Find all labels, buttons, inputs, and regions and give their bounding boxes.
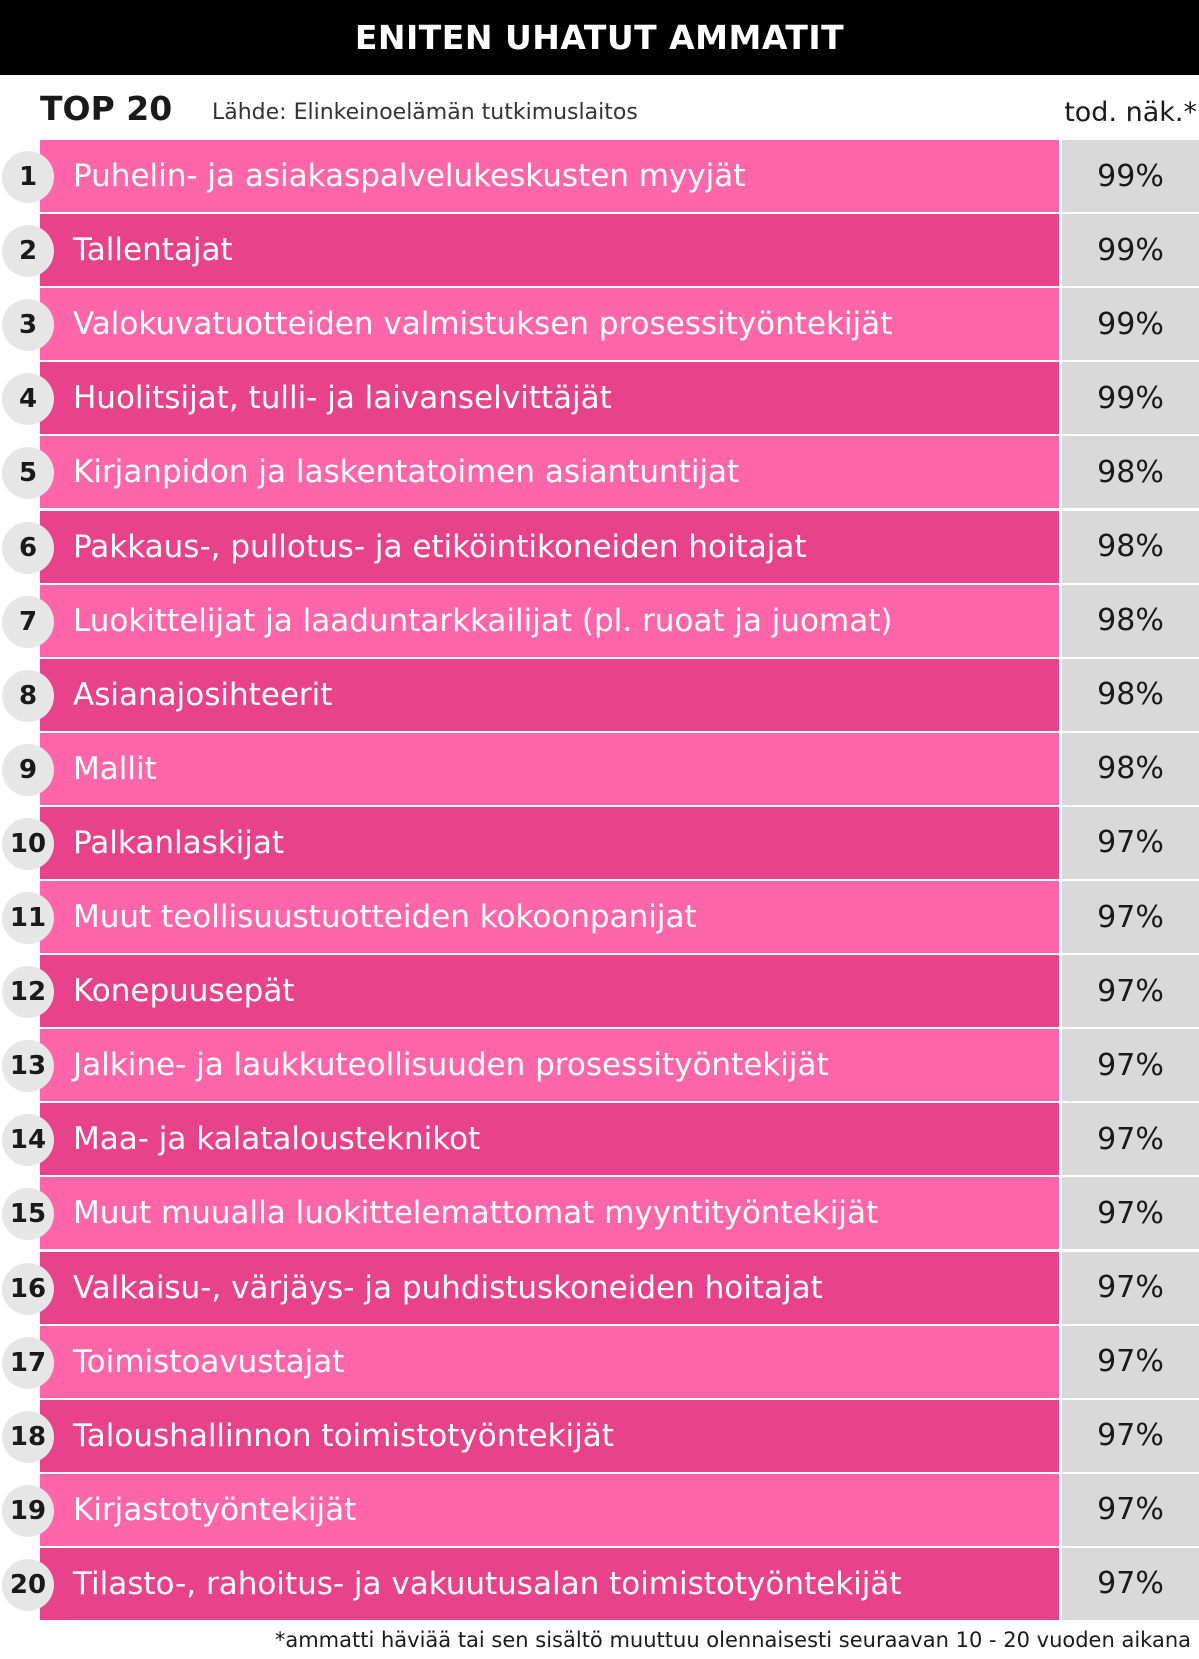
occupation-label: Puhelin- ja asiakaspalvelukeskusten myyjät [73,158,746,194]
rank-badge: 15 [2,1188,54,1240]
probability-value: 99% [1062,140,1199,212]
rank-badge: 5 [2,447,54,499]
occupation-label: Tilasto-, rahoitus- ja vakuutusalan toimistotyöntekijät [73,1565,902,1602]
rank-badge: 20 [2,1559,54,1611]
probability-value: 98% [1062,733,1199,805]
occupation-label: Konepuusepät [73,973,295,1010]
table-row [0,1326,1199,1398]
occupation-label: Valkaisu-, värjäys- ja puhdistuskoneiden hoitajat [73,1269,823,1306]
occupation-label: Taloushallinnon toimistotyöntekijät [73,1417,614,1454]
probability-value: 97% [1062,1326,1199,1398]
probability-value: 97% [1062,1400,1199,1472]
table-row [0,1029,1199,1101]
source-label: Lähde: Elinkeinoelämän tutkimuslaitos [212,100,638,125]
rank-badge: 13 [2,1040,54,1092]
occupation-label: Muut muualla luokittelemattomat myyntityöntekijät [73,1195,879,1232]
occupation-bar [40,214,1059,286]
rank-badge: 1 [2,151,54,203]
rank-badge: 2 [2,225,54,277]
occupation-label: Toimistoavustajat [73,1343,345,1380]
table-row [0,1548,1199,1620]
table-row [0,881,1199,953]
table-row [0,1400,1199,1472]
rank-badge: 10 [2,818,54,870]
probability-value: 98% [1062,659,1199,731]
table-row [0,1252,1199,1324]
occupation-label: Luokittelijat ja laaduntarkkailijat (pl. ruoat ja juomat) [73,602,893,639]
occupation-bar [40,1103,1059,1175]
rank-badge: 9 [2,744,54,796]
table-row [0,659,1199,731]
probability-value: 98% [1062,511,1199,583]
table-row [0,362,1199,434]
probability-value: 99% [1062,214,1199,286]
occupation-label: Jalkine- ja laukkuteollisuuden prosessityöntekijät [73,1047,829,1084]
rank-badge: 11 [2,892,54,944]
footnote: *ammatti häviää tai sen sisältö muuttuu olennaisesti seuraavan 10 - 20 vuoden aikana [274,1628,1191,1652]
occupation-bar [40,511,1059,583]
occupation-bar [40,659,1059,731]
occupation-bar [40,1548,1059,1620]
occupation-label: Palkanlaskijat [73,824,285,861]
table-row [0,436,1199,508]
occupation-label: Tallentajat [73,232,233,269]
rank-badge: 18 [2,1411,54,1463]
occupation-label: Pakkaus-, pullotus- ja etiköintikoneiden hoitajat [73,528,807,565]
rank-badge: 19 [2,1485,54,1537]
occupation-bar [40,585,1059,657]
rank-badge: 7 [2,596,54,648]
rank-badge: 16 [2,1263,54,1315]
table-row [0,807,1199,879]
occupation-label: Huolitsijat, tulli- ja laivanselvittäjät [73,380,612,417]
table-row [0,140,1199,212]
occupation-bar [40,881,1059,953]
probability-value: 97% [1062,1177,1199,1249]
table-row [0,955,1199,1027]
table-row [0,1474,1199,1546]
occupation-bar [40,733,1059,805]
probability-value: 97% [1062,1029,1199,1101]
column-header-probability: tod. näk.* [1064,97,1197,128]
table-row [0,1103,1199,1175]
probability-value: 97% [1062,1252,1199,1324]
rank-badge: 4 [2,373,54,425]
probability-value: 97% [1062,1548,1199,1620]
occupation-bar [40,362,1059,434]
occupation-bar [40,288,1059,360]
subheader [0,75,1199,145]
top-label: TOP 20 [40,89,173,128]
occupation-bar [40,140,1059,212]
rank-badge: 17 [2,1337,54,1389]
rank-badge: 8 [2,670,54,722]
occupation-bar [40,1177,1059,1249]
table-row [0,214,1199,286]
probability-value: 98% [1062,585,1199,657]
occupation-label: Kirjastotyöntekijät [73,1491,357,1528]
occupation-bar [40,1326,1059,1398]
occupation-bar [40,1400,1059,1472]
rank-badge: 12 [2,966,54,1018]
occupation-label: Muut teollisuustuotteiden kokoonpanijat [73,899,697,935]
occupation-bar [40,807,1059,879]
probability-value: 97% [1062,1103,1199,1175]
occupation-bar [40,1029,1059,1101]
probability-value: 99% [1062,288,1199,360]
table-row [0,585,1199,657]
occupation-label: Mallit [73,750,157,787]
rank-badge: 3 [2,299,54,351]
table-row [0,288,1199,360]
occupation-bar [40,1474,1059,1546]
probability-value: 97% [1062,807,1199,879]
occupation-label: Asianajosihteerit [73,676,333,713]
table-row [0,1177,1199,1249]
occupation-label: Maa- ja kalatalousteknikot [73,1121,481,1158]
probability-value: 98% [1062,436,1199,508]
rank-badge: 6 [2,522,54,574]
occupation-bar [40,955,1059,1027]
table-row [0,511,1199,583]
occupation-bar [40,436,1059,508]
occupation-label: Kirjanpidon ja laskentatoimen asiantuntijat [73,454,740,491]
chart-title: ENITEN UHATUT AMMATIT [0,0,1199,75]
occupation-label: Valokuvatuotteiden valmistuksen prosessityöntekijät [73,306,893,343]
table-row [0,733,1199,805]
probability-value: 99% [1062,362,1199,434]
probability-value: 97% [1062,1474,1199,1546]
probability-value: 97% [1062,881,1199,953]
occupation-bar [40,1252,1059,1324]
rank-badge: 14 [2,1114,54,1166]
probability-value: 97% [1062,955,1199,1027]
